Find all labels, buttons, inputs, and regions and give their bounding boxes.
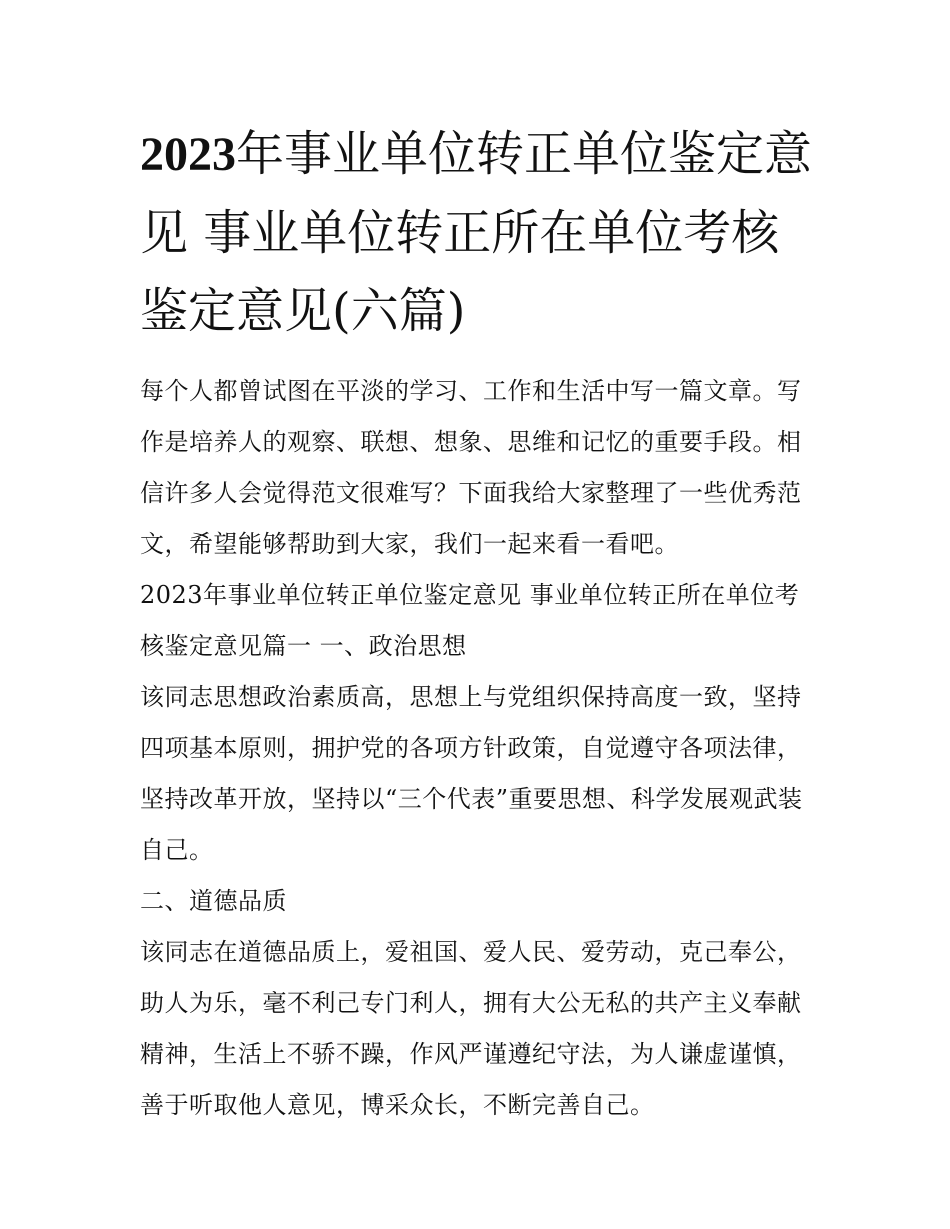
morality-paragraph: 该同志在道德品质上，爱祖国、爱人民、爱劳动，克己奉公，助人为乐，毫不利己专门利人，拥有大公无私的共产主义奉献精神，生活上不骄不躁，作风严谨遵纪守法，为人谦虚谨慎，善于听取他人意见，博采众长，不断完善自己。 — [140, 938, 802, 1119]
section-heading-2: 二、道德品质 — [140, 887, 287, 915]
title-text: 年事业单位转正单位鉴定意见 事业单位转正所在单位考核鉴定意见(六篇) — [140, 126, 813, 339]
document-page — [140, 115, 820, 1131]
section-heading-1: 2023年事业单位转正单位鉴定意见 事业单位转正所在单位考核鉴定意见篇一 一、政治思想 — [140, 581, 800, 660]
document-body — [140, 366, 820, 1131]
document-title — [140, 115, 820, 350]
title-year: 2023 — [140, 128, 236, 181]
intro-paragraph: 每个人都曾试图在平淡的学习、工作和生活中写一篇文章。写作是培养人的观察、联想、想象、思维和记忆的重要手段。相信许多人会觉得范文很难写？下面我给大家整理了一些优秀范文，希望能够帮助到大家，我们一起来看一看吧。 — [140, 377, 802, 558]
politics-paragraph: 该同志思想政治素质高，思想上与党组织保持高度一致，坚持四项基本原则，拥护党的各项方针政策，自觉遵守各项法律，坚持改革开放，坚持以“三个代表”重要思想、科学发展观武装自己。 — [140, 683, 803, 864]
